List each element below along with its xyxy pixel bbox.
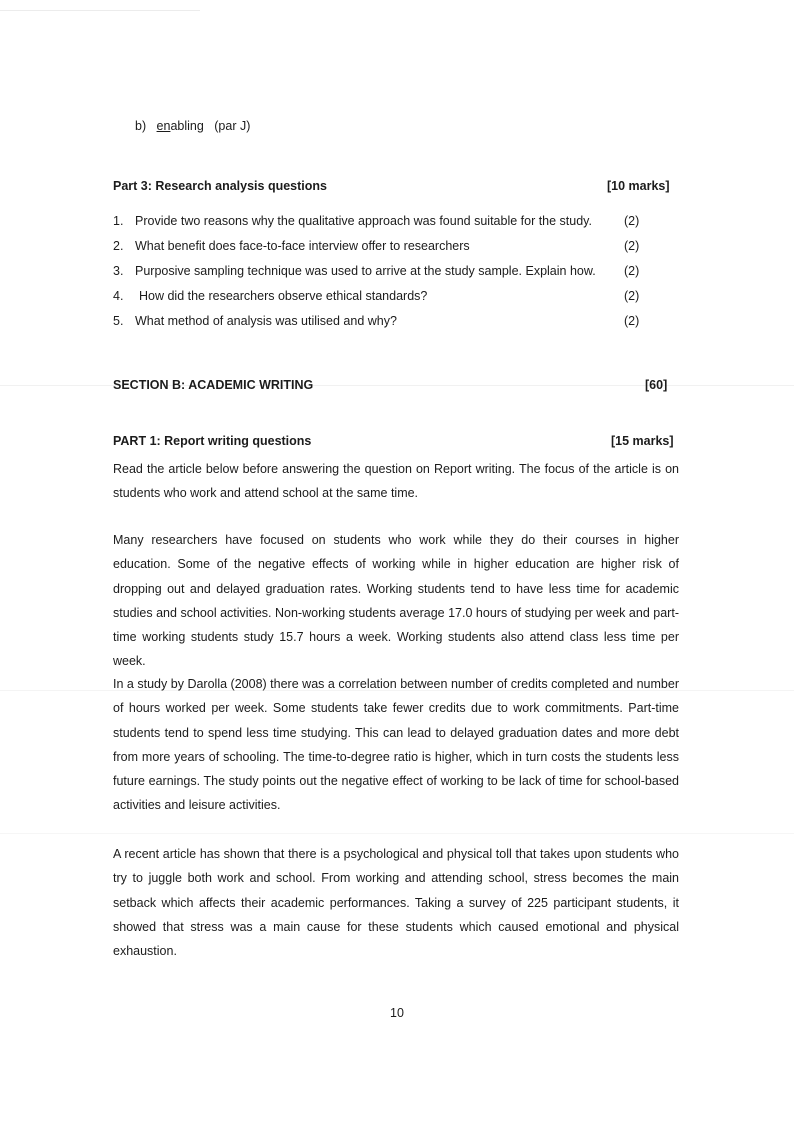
question-marks: (2) [624,264,640,278]
section-b-heading: SECTION B: ACADEMIC WRITING [113,378,314,392]
question-number: 4. [113,289,124,303]
part1-heading: PART 1: Report writing questions [113,434,312,448]
section-b-marks: [60] [645,378,668,392]
sub-item-ref: (par J) [214,119,251,133]
sub-item-b [135,119,250,133]
part3-marks: [10 marks] [607,179,670,193]
question-marks: (2) [624,214,640,228]
question-number: 5. [113,314,124,328]
question-number: 3. [113,264,124,278]
article-paragraph-2: In a study by Darolla (2008) there was a correlation between number of credits completed and number of hours worked per week. Some students take fewer credits due to work commitments. Part-time students tend to spend less time studying. This can lead to delayed graduation dates and more debt from more years of schooling. The time-to-degree ratio is higher, which in turn costs the students less future earnings. The study points out the negative effect of working to be lack of time for school-based activities and leisure activities. [113,677,679,813]
question-text: Provide two reasons why the qualitative approach was found suitable for the study. [135,214,592,228]
part1-marks: [15 marks] [611,434,674,448]
question-text: Purposive sampling technique was used to arrive at the study sample. Explain how. [135,264,596,278]
question-text: What benefit does face-to-face interview offer to researchers [135,239,470,253]
article-paragraph-1: Many researchers have focused on students who work while they do their courses in higher education. Some of the negative effects of working while in higher education are higher risk of dropping out and delayed graduation rates. Working students tend to have less time for academic studies and school activities. Non-working students average 17.0 hours of studying per week and part-time working students study 15.7 hours a week. Working students also attend class less time per week. [113,533,679,669]
question-number: 1. [113,214,124,228]
question-marks: (2) [624,289,640,303]
sub-item-letter: b) [135,119,147,133]
sub-item-word-underlined: en [156,119,171,133]
scan-artifact-line [0,833,794,834]
question-number: 2. [113,239,124,253]
question-text: What method of analysis was utilised and why? [135,314,397,328]
question-text: How did the researchers observe ethical standards? [139,289,428,303]
part3-heading: Part 3: Research analysis questions [113,179,327,193]
article-intro: Read the article below before answering the question on Report writing. The focus of the article is on students who work and attend school at the same time. [113,462,679,501]
page-number: 10 [390,1006,404,1020]
question-marks: (2) [624,239,640,253]
article-paragraph-3: A recent article has shown that there is a psychological and physical toll that takes upon students who try to juggle both work and school. From working and attending school, stress becomes the main setback which affects their academic performances. Taking a survey of 225 participant students, it showed that stress was a main cause for these students which caused emotional and physical exhaustion. [113,847,679,959]
scan-artifact-line [0,10,200,11]
question-marks: (2) [624,314,640,328]
sub-item-word-rest: abling [170,119,204,133]
